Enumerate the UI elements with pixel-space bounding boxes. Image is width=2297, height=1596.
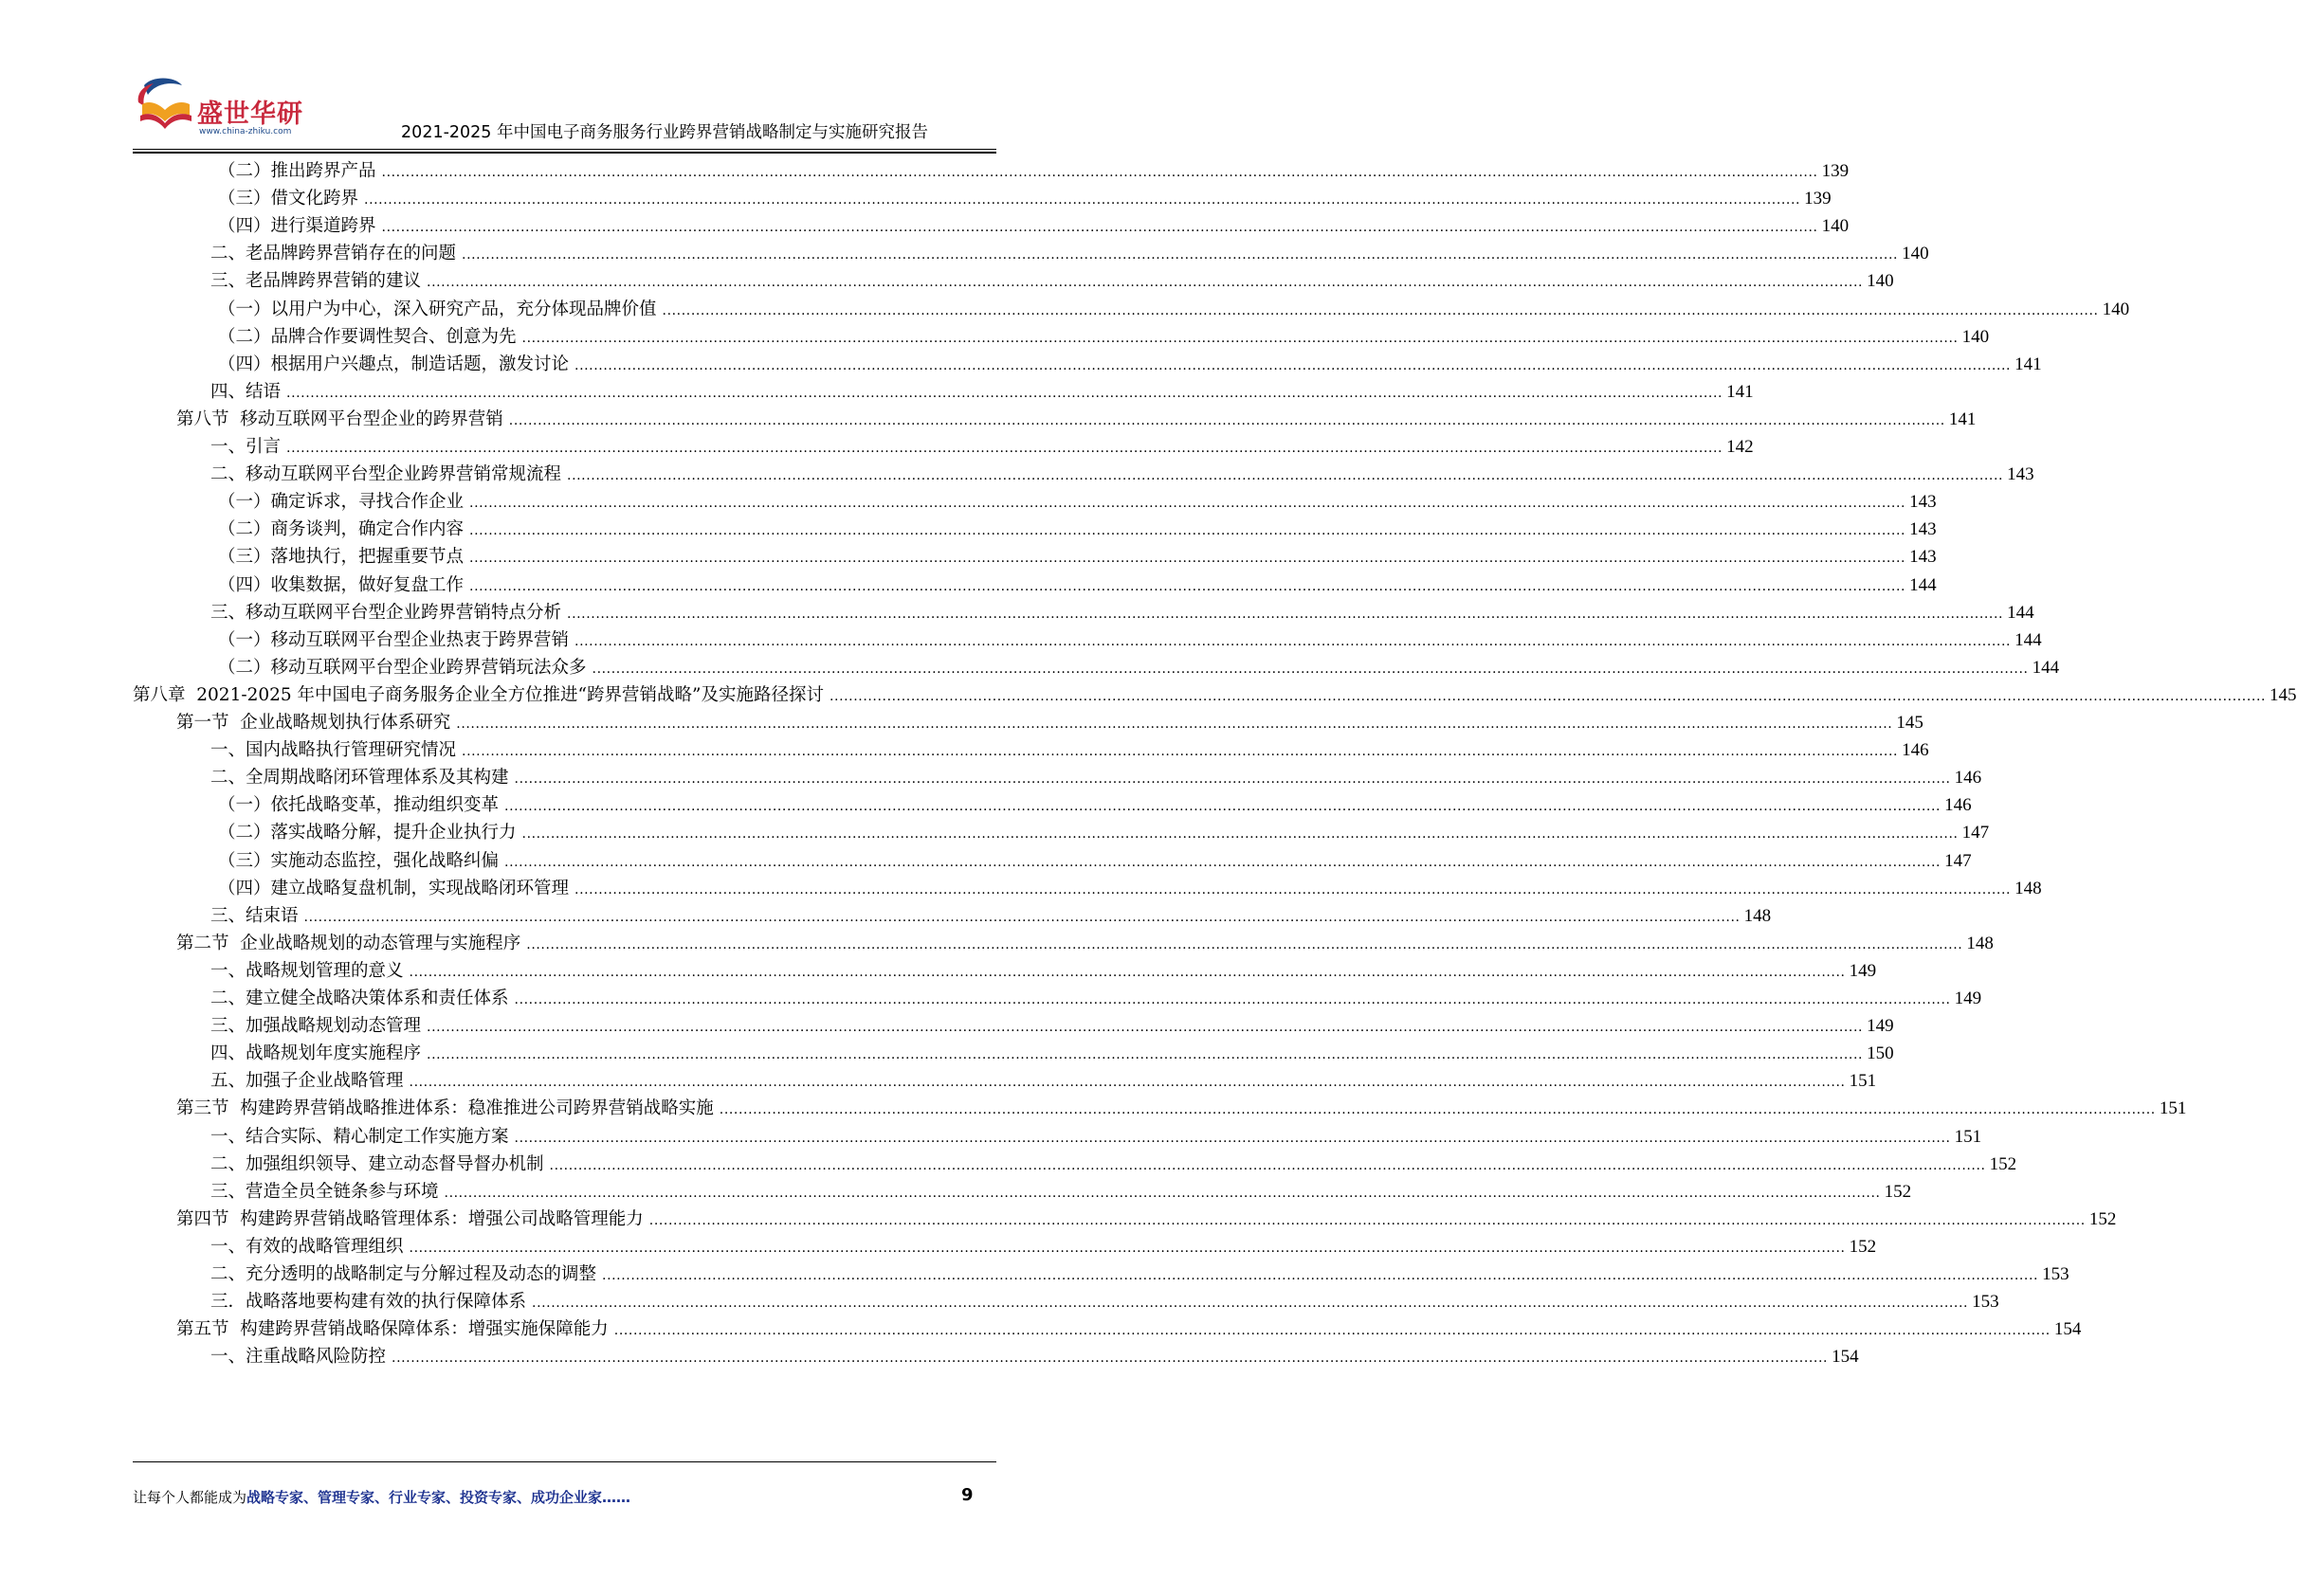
toc-entry-title: （二）商务谈判，确定合作内容 [218,519,465,540]
toc-entry-title: （四）收集数据，做好复盘工作 [218,574,465,595]
toc-entry-title: 二、全周期战略闭环管理体系及其构建 [210,768,509,789]
toc-entry[interactable] [176,1094,2187,1123]
toc-dot-leader: ............................................................................................................................................................................................................................................................................................................ [409,1240,1846,1256]
toc-entry[interactable] [210,1342,1859,1371]
toc-entry-title: （一）依托战略变革，推动组织变革 [218,795,500,816]
toc-entry[interactable] [218,571,1937,600]
toc-dot-leader: ............................................................................................................................................................................................................................................................................................................ [567,606,2004,622]
toc-dot-leader: ............................................................................................................................................................................................................................................................................................................ [462,247,1899,263]
toc-entry[interactable] [218,295,2130,324]
toc-entry[interactable] [218,542,1937,571]
toc-entry[interactable] [218,818,1990,847]
toc-dot-leader: ............................................................................................................................................................................................................................................................................................................ [381,165,1818,180]
toc-dot-leader: ............................................................................................................................................................................................................................................................................................................ [526,936,1963,952]
toc-entry-title: （四）进行渠道跨界 [218,216,376,237]
toc-dot-leader: ............................................................................................................................................................................................................................................................................................................ [521,826,1959,843]
toc-entry-page: 143 [2007,464,2034,485]
footer-slogan [133,1487,630,1507]
toc-entry-page: 152 [1989,1153,2017,1174]
toc-dot-leader: ............................................................................................................................................................................................................................................................................................................ [469,496,1906,512]
report-title: 2021-2025 年中国电子商务服务行业跨界营销战略制定与实施研究报告 [401,123,928,142]
toc-dot-leader: ............................................................................................................................................................................................................................................................................................................ [392,1351,1829,1367]
toc-entry-page: 145 [2270,684,2297,705]
toc-entry-page: 145 [1896,713,1923,733]
toc-entry-page: 144 [1909,574,1937,595]
toc-entry-page: 149 [1849,960,1877,981]
toc-entry[interactable] [210,1232,1877,1261]
toc-entry[interactable] [210,239,1929,268]
toc-entry-page: 151 [1849,1071,1877,1092]
toc-entry-title: 第五节 构建跨界营销战略保障体系：增强实施保障能力 [176,1319,609,1340]
toc-entry[interactable] [218,322,1990,352]
toc-entry-title: （一）以用户为中心，深入研究产品，充分体现品牌价值 [218,299,657,319]
toc-entry-page: 147 [1944,850,1972,871]
toc-dot-leader: ............................................................................................................................................................................................................................................................................................................ [514,1130,1951,1146]
toc-entry[interactable] [210,735,1929,765]
toc-entry-title: 第四节 构建跨界营销战略管理体系：增强公司战略管理能力 [176,1208,644,1229]
toc-entry[interactable] [210,984,1982,1013]
toc-entry-page: 152 [1884,1181,1912,1202]
toc-entry-page: 140 [1902,244,1929,264]
toc-dot-leader: ............................................................................................................................................................................................................................................................................................................ [286,385,1723,401]
page-header [0,0,1129,152]
toc-entry[interactable] [133,680,2297,710]
toc-entry-page: 141 [1726,381,1754,402]
toc-entry-title: 第三节 构建跨界营销战略推进体系：稳准推进公司跨界营销战略实施 [176,1098,714,1119]
toc-entry-title: （二）移动互联网平台型企业跨界营销玩法众多 [218,657,587,678]
toc-dot-leader: ............................................................................................................................................................................................................................................................................................................ [719,1102,2156,1118]
toc-dot-leader: ............................................................................................................................................................................................................................................................................................................ [286,441,1723,456]
toc-entry-page: 149 [1954,988,1982,1008]
page-number: 9 [961,1485,974,1505]
toc-dot-leader: ............................................................................................................................................................................................................................................................................................................ [444,1185,1881,1201]
toc-dot-leader: ............................................................................................................................................................................................................................................................................................................ [521,330,1959,346]
toc-entry-page: 143 [1909,492,1937,513]
toc-entry-title: 一、结合实际、精心制定工作实施方案 [210,1126,509,1147]
toc-dot-leader: ............................................................................................................................................................................................................................................................................................................ [504,799,1942,815]
toc-entry[interactable] [210,1260,2069,1289]
toc-dot-leader: ............................................................................................................................................................................................................................................................................................................ [427,275,1864,291]
toc-dot-leader: ............................................................................................................................................................................................................................................................................................................ [469,578,1906,594]
toc-dot-leader: ............................................................................................................................................................................................................................................................................................................ [469,551,1906,567]
toc-entry-title: 一、战略规划管理的意义 [210,960,404,981]
toc-entry[interactable] [210,956,1877,986]
toc-entry-title: （四）根据用户兴趣点，制造话题，激发讨论 [218,354,570,374]
toc-entry-title: 四、结语 [210,381,282,402]
toc-entry-page: 146 [1954,768,1982,789]
toc-dot-leader: ............................................................................................................................................................................................................................................................................................................ [303,909,1741,925]
toc-entry-page: 151 [1954,1126,1982,1147]
toc-entry-title: （一）确定诉求，寻找合作企业 [218,492,465,513]
toc-entry[interactable] [210,1122,1982,1152]
toc-dot-leader: ............................................................................................................................................................................................................................................................................................................ [574,881,2012,898]
toc-entry[interactable] [210,460,2034,489]
toc-entry-title: （三）落地执行，把握重要节点 [218,547,465,568]
toc-dot-leader: ............................................................................................................................................................................................................................................................................................................ [469,523,1906,539]
toc-entry-title: 一、国内战略执行管理研究情况 [210,740,457,761]
toc-entry[interactable] [210,377,1754,407]
toc-dot-leader: ............................................................................................................................................................................................................................................................................................................ [427,1047,1864,1063]
toc-entry-page: 148 [1743,905,1772,926]
toc-entry[interactable] [210,1287,1999,1316]
toc-entry-page: 151 [2159,1098,2187,1119]
brand-name: 盛世华研 [197,100,303,129]
toc-entry-title: 一、注重战略风险防控 [210,1347,387,1368]
toc-entry-title: （一）移动互联网平台型企业热衷于跨界营销 [218,629,570,650]
toc-entry[interactable] [210,266,1894,296]
toc-dot-leader: ............................................................................................................................................................................................................................................................................................................ [504,854,1942,870]
toc-dot-leader: ............................................................................................................................................................................................................................................................................................................ [381,220,1818,236]
toc-entry-page: 140 [1821,216,1850,237]
toc-dot-leader: ............................................................................................................................................................................................................................................................................................................ [829,688,2267,704]
toc-entry[interactable] [218,184,1832,213]
toc-entry-page: 142 [1726,437,1754,457]
toc-entry[interactable] [210,763,1982,792]
toc-entry-title: 二、加强组织领导、建立动态督导督办机制 [210,1153,544,1174]
toc-entry[interactable] [218,515,1937,544]
toc-entry[interactable] [218,211,1850,241]
toc-dot-leader: ............................................................................................................................................................................................................................................................................................................ [427,1020,1864,1036]
toc-entry[interactable] [176,405,1977,434]
toc-entry-title: （二）品牌合作要调性契合、创意为先 [218,326,517,347]
toc-entry[interactable] [218,156,1850,186]
toc-entry-page: 144 [2014,629,2042,650]
toc-entry[interactable] [218,874,2042,903]
toc-entry-title: 第八章 2021-2025 年中国电子商务服务企业全方位推进“跨界营销战略”及实施路径探讨 [133,684,824,705]
toc-entry-page: 140 [1867,271,1894,292]
toc-entry-page: 150 [1867,1043,1894,1064]
header-divider-thick [133,152,996,154]
toc-entry-page: 149 [1867,1016,1894,1037]
footer-slogan-prefix: 让每个人都能成为 [133,1489,247,1506]
footer-divider [133,1461,996,1462]
toc-entry-page: 140 [2102,299,2130,319]
brand-url: www.china-zhiku.com [199,127,292,136]
toc-dot-leader: ............................................................................................................................................................................................................................................................................................................ [364,192,1801,209]
toc-entry[interactable] [176,708,1923,737]
toc-entry-title: 第一节 企业战略规划执行体系研究 [176,713,451,733]
toc-entry[interactable] [176,929,1994,958]
toc-entry[interactable] [210,1011,1894,1041]
book-logo-icon [133,78,199,135]
footer-slogan-highlight: 战略专家、管理专家、行业专家、投资专家、成功企业家…… [246,1489,631,1506]
toc-entry-title: 一、引言 [210,437,282,457]
toc-entry[interactable] [210,598,2034,627]
toc-dot-leader: ............................................................................................................................................................................................................................................................................................................ [532,1296,1969,1312]
toc-entry-title: 五、加强子企业战略管理 [210,1071,404,1092]
toc-entry[interactable] [210,901,1772,931]
toc-entry-title: （三）实施动态监控，强化战略纠偏 [218,850,500,871]
toc-entry-title: 三、移动互联网平台型企业跨界营销特点分析 [210,602,562,623]
toc-dot-leader: ............................................................................................................................................................................................................................................................................................................ [514,992,1951,1007]
toc-entry[interactable] [218,626,2042,655]
toc-entry[interactable] [218,487,1937,517]
toc-entry-page: 141 [2014,354,2042,374]
toc-entry-page: 139 [1804,189,1832,209]
toc-entry-page: 148 [2014,878,2042,898]
toc-entry-title: （三）借文化跨界 [218,189,359,209]
toc-entry-page: 152 [1849,1236,1877,1257]
toc-entry-page: 147 [1961,823,1990,843]
toc-entry-title: 三、加强战略规划动态管理 [210,1016,422,1037]
toc-entry[interactable] [210,1150,2017,1179]
toc-entry-page: 153 [1972,1292,1999,1313]
toc-entry-page: 140 [1961,326,1990,347]
toc-entry-title: 四、战略规划年度实施程序 [210,1043,422,1064]
toc-dot-leader: ............................................................................................................................................................................................................................................................................................................ [574,633,2012,649]
toc-entry-page: 154 [1832,1347,1859,1368]
toc-dot-leader: ............................................................................................................................................................................................................................................................................................................ [567,468,2004,484]
toc-entry-title: 三．战略落地要构建有效的执行保障体系 [210,1292,527,1313]
toc-entry-page: 153 [2042,1264,2069,1284]
toc-entry[interactable] [218,350,2042,379]
toc-entry-page: 154 [2053,1319,2082,1340]
toc-entry[interactable] [218,846,1972,876]
toc-dot-leader: ............................................................................................................................................................................................................................................................................................................ [456,716,1893,732]
toc-entry-title: 二、充分透明的战略制定与分解过程及动态的调整 [210,1264,597,1284]
toc-entry-page: 143 [1909,519,1937,540]
toc-entry-page: 144 [2032,657,2060,678]
toc-dot-leader: ............................................................................................................................................................................................................................................................................................................ [613,1323,2051,1339]
toc-entry-title: 三、老品牌跨界营销的建议 [210,271,422,292]
toc-dot-leader: ............................................................................................................................................................................................................................................................................................................ [508,412,1945,428]
toc-entry[interactable] [176,1205,2117,1234]
toc-entry-title: 二、建立健全战略决策体系和责任体系 [210,988,509,1008]
toc-entry[interactable] [210,432,1754,462]
toc-dot-leader: ............................................................................................................................................................................................................................................................................................................ [549,1157,1986,1173]
toc-dot-leader: ............................................................................................................................................................................................................................................................................................................ [514,771,1951,788]
toc-entry[interactable] [210,1039,1894,1068]
toc-entry-page: 152 [2088,1208,2117,1229]
toc-entry-page: 146 [1902,740,1929,761]
toc-entry[interactable] [210,1066,1877,1096]
toc-entry-title: （二）落实战略分解，提升企业执行力 [218,823,517,843]
toc-dot-leader: ............................................................................................................................................................................................................................................................................................................ [409,1075,1846,1091]
toc-entry-page: 144 [2007,602,2034,623]
toc-dot-leader: ............................................................................................................................................................................................................................................................................................................ [648,1212,2086,1228]
toc-entry-title: 三、结束语 [210,905,299,926]
toc-entry-title: （四）建立战略复盘机制，实现战略闭环管理 [218,878,570,898]
toc-entry-title: 三、营造全员全链条参与环境 [210,1181,439,1202]
toc-entry[interactable] [176,1315,2082,1344]
toc-dot-leader: ............................................................................................................................................................................................................................................................................................................ [462,744,1899,760]
toc-entry-title: 第二节 企业战略规划的动态管理与实施程序 [176,933,521,953]
toc-entry-title: 一、有效的战略管理组织 [210,1236,404,1257]
toc-entry-title: 第八节 移动互联网平台型企业的跨界营销 [176,408,503,429]
header-divider [133,149,996,150]
toc-dot-leader: ............................................................................................................................................................................................................................................................................................................ [602,1268,2039,1283]
toc-entry[interactable] [218,790,1972,820]
toc-entry-title: 二、老品牌跨界营销存在的问题 [210,244,457,264]
toc-entry-page: 146 [1944,795,1972,816]
toc-entry-page: 143 [1909,547,1937,568]
toc-dot-leader: ............................................................................................................................................................................................................................................................................................................ [592,661,2029,677]
toc-entry-page: 141 [1948,408,1977,429]
toc-entry[interactable] [218,653,2060,682]
toc-entry-page: 148 [1966,933,1994,953]
toc-entry-title: 二、移动互联网平台型企业跨界营销常规流程 [210,464,562,485]
toc-dot-leader: ............................................................................................................................................................................................................................................................................................................ [409,964,1846,980]
company-logo [133,78,303,142]
toc-entry-page: 139 [1821,161,1850,181]
toc-entry[interactable] [210,1177,1912,1206]
toc-entry-title: （二）推出跨界产品 [218,161,376,181]
toc-dot-leader: ............................................................................................................................................................................................................................................................................................................ [574,357,2012,373]
toc-dot-leader: ............................................................................................................................................................................................................................................................................................................ [662,302,2099,318]
